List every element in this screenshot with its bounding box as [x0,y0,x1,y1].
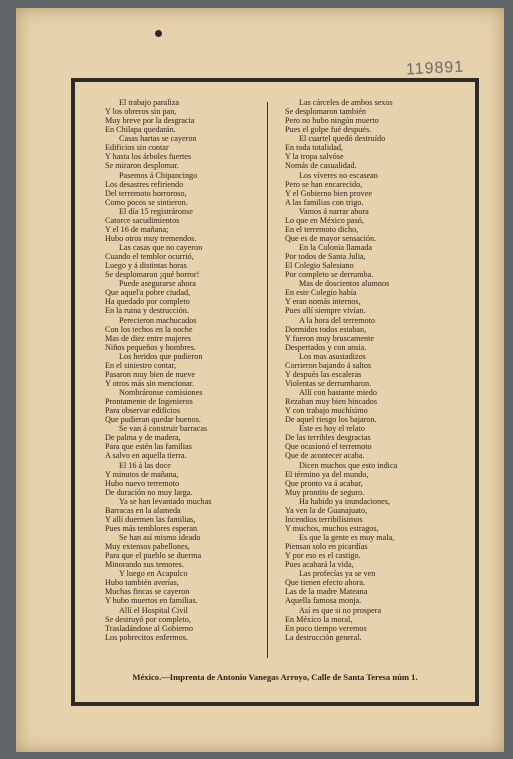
imprint-footer: México.—Imprenta de Antonio Vanegas Arroyo, Calle de Santa Teresa núm 1. [132,672,418,682]
right-verse-line: Violentas se derrumbaron. [285,378,372,388]
left-verse-line: Prontamente de Ingenieros [105,397,193,407]
left-verse-line: Hubo nuevo terremoto [105,478,180,488]
left-verse-line: Los heridos que pudieron [119,351,203,361]
right-verse-line: El término ya del mundo, [285,469,369,479]
left-verse-line: Mas de diez entre mujeres [105,333,191,343]
left-verse-line: Muchas fincas se cayeron [105,587,190,597]
left-verse-line: Luego y á distintas horas [105,261,187,271]
left-verse-line: En Chilapa quedarán. [105,125,176,135]
left-verse-line: Y allí duermen las familias, [105,514,196,524]
right-verse-line: Que tienen efecto ahora. [285,578,366,588]
left-verse-line: Para que el pueblo se duerma [105,551,202,561]
left-verse-line: Y otros más sin mencionar. [105,378,195,388]
right-verse-line: De las terribles desgracias [285,433,371,443]
right-verse-line: Y después las escaleras [285,369,362,379]
left-verse-line: Puede asegurarse ahora [119,279,196,289]
left-verse-line: Se desplomaron ¡qué horror! [105,270,200,280]
left-verse-line: Y hubo muertos en familias. [105,596,198,606]
left-verse-line: De duración no muy larga. [105,487,193,497]
left-verse-line: Pasemos á Chipancingo [119,170,198,180]
right-verse-line: Y eran nomás internos, [285,297,361,307]
right-verse-line: Pero no hubo ningún muerto [285,116,379,126]
right-verse-line: En este Colegio había [285,288,357,298]
right-verse-line: Las cárceles de ambos sexos [299,98,393,107]
left-verse-line: Ha quedado por completo [105,297,190,307]
left-verse-line: Que aquel'a pobre ciudad, [105,288,191,298]
left-verse-line: El 16 á las doce [119,460,171,470]
left-verse-line: Con los techos en la noche [105,324,193,334]
right-verse-line: Los mas asustadizos [299,351,366,361]
left-verse-line: Hubo también averías, [105,578,179,588]
left-verse-line: Los desastres refiriendo [105,179,184,189]
left-verse-line: Allí el Hospital Civil [119,605,188,615]
left-verse-line: Nombráronse comisiones [119,388,203,397]
catalog-number: 119891 [405,58,465,79]
left-verse-line: Se han así mismo ideado [119,533,201,542]
left-verse-line: Barracas en la alameda [105,505,181,515]
right-verse-line: Pues acabará la vida, [285,560,354,570]
right-verse-line: Pues allí siempre vivían. [285,306,366,316]
left-verse-line: Muy extensos pabellones, [105,542,190,552]
left-verse-line: Muy breve por la desgracia [105,116,195,126]
right-verse-line: Y fueron muy bruscamente [285,333,375,343]
left-verse-line: Minorando sus temores. [105,560,184,570]
right-verse-line: La destrucción general. [285,632,362,642]
right-verse-line: Las profecías ya se ven [299,569,376,579]
right-verse-line: En poco tiempo veremos [285,623,367,633]
left-verse-line: Y luego en Acapulco [119,569,188,579]
right-column [285,98,397,642]
right-verse-line: Ya ven la de Guanajuato, [285,505,368,515]
right-verse-line: Por completo se derrumba. [285,270,374,280]
left-verse-line: En el siniestro contar, [105,360,177,370]
left-verse-line: Pues más temblores esperan [105,523,198,533]
left-verse-line: Pasaron muy bien de nueve [105,369,196,379]
right-verse-line: Y el Gobierno bien provee [285,188,372,198]
right-verse-line: Y por eso es el castigo. [285,551,361,561]
right-verse-line: Mas de doscientos alumnos [299,279,390,289]
left-verse-line: Para que estén las familias [105,442,192,452]
left-verse-line: Para observar edificios [105,406,181,416]
right-verse-line: Pero se han encarecido, [285,179,363,189]
right-verse-line: Es que la gente es muy mala, [299,533,395,542]
right-verse-line: Rezaban muy bien hincados [285,397,378,407]
right-verse-line: A las familias con trigo. [285,197,364,207]
left-verse-line: Y el 16 de mañana; [105,224,169,234]
right-verse-line: Dormidos todos estaban, [285,324,367,334]
left-verse-line: Los pobrecitos enfermos. [105,632,188,642]
left-verse-line: Y hasta los árboles fuertes [105,152,192,162]
left-verse-line: Se van á construir barracas [119,424,208,434]
right-verse-line: Dicen muchos que esto indica [299,460,398,470]
printed-sheet [16,8,504,752]
left-verse-line: Cuando el temblor ocurrió, [105,252,194,262]
right-verse-line: Ha habido ya inundaciones, [299,496,390,506]
right-verse-line: De aquel riesgo los bajaron. [285,415,377,425]
text-frame [71,78,479,706]
right-verse-line: Lo que en México pasó, [285,215,364,225]
left-verse-line: Ya se han levantado muchas [119,496,212,506]
right-verse-line: En la Colonia llamada [299,243,372,252]
right-verse-line: Vamos á narrar ahora [299,206,369,216]
left-verse-line: Y minutos de mañana, [105,469,179,479]
right-verse-line: El cuartel quedó destruído [299,134,386,144]
right-verse-line: En el terremoto dicho, [285,224,359,234]
right-verse-line: Los víveres no escasean [299,170,378,180]
right-verse-line: Este es hoy el relato [299,424,365,434]
right-verse-line: Allí con bastante miedo [299,388,377,397]
right-verse-line: Piensan solo en picardías [285,542,368,552]
right-verse-line: Se desplomaron también [285,107,366,117]
left-verse-line: Que pudieran quedar buenos. [105,415,201,425]
right-verse-line: Muy prontito de seguro. [285,487,365,497]
right-verse-line: Y muchos, muchos estragos, [285,523,379,533]
binding-hole [155,30,162,37]
left-column [105,98,211,642]
right-verse-line: El Colegio Salesiano [285,261,354,271]
right-verse-line: Incendios terribilísimos [285,514,363,524]
right-verse-line: Por todos de Santa Julia, [285,252,366,262]
left-verse-line: Se destruyó por completo, [105,614,191,624]
right-verse-line: Despertados y con ansia. [285,342,367,352]
left-verse-line: Y los obreros sin pan, [105,107,177,117]
left-verse-line: Se miraron desplomar. [105,161,179,171]
right-verse-line: Que pronto va á acabar, [285,478,363,488]
right-verse-line: Corrieron bajando á saltos [285,360,372,370]
left-verse-line: El trabajo paraliza [119,98,180,107]
right-verse-line: Y con trabajo muchísimo [285,406,368,416]
left-verse-line: Las casas que no cayeron [119,243,203,252]
left-verse-line: Catorce sacudimientos [105,215,180,225]
left-verse-line: De palma y de madera, [105,433,181,443]
right-verse-line: Las de la madre Mateana [285,587,368,597]
right-verse-line: Aquella famosa monja. [285,596,362,606]
left-verse-line: A salvo en aquella tierra. [105,451,187,461]
right-verse-line: Pues el golpe fué después. [285,125,372,135]
left-verse-line: Casas hartas se cayeron [119,134,197,144]
left-verse-line: Hubo otros muy tremendos. [105,233,197,243]
right-verse-line: Que ocasionó el terremoto [285,442,372,452]
left-verse-line: Como pocos se sintieron. [105,197,188,207]
left-verse-line: Edificios sin contar [105,143,169,153]
right-verse-line: Y la tropa salvóse [285,152,344,162]
left-verse-line: En la ruina y destrucción. [105,306,189,316]
left-verse-line: El día 15 registráronse [119,206,193,216]
right-verse-line: A la hora del terremoto [299,315,375,325]
right-verse-line: En toda totalidad, [285,143,343,153]
column-divider [267,102,268,658]
left-verse-line: Trasladándose al Gobierno [105,623,193,633]
right-verse-line: Que de acontecer acaba. [285,451,365,461]
left-verse-line: Del terremoto horroroso, [105,188,187,198]
right-verse-line: Que es de mayor sensación. [285,233,377,243]
left-verse-line: Niños pequeños y hombres. [105,342,196,352]
left-verse-line: Perecieron machucados [119,315,197,325]
right-verse-line: Así es que si no prospera [299,605,382,615]
right-verse-line: En México la moral, [285,614,353,624]
right-verse-line: Nomás de casualidad. [285,161,357,171]
